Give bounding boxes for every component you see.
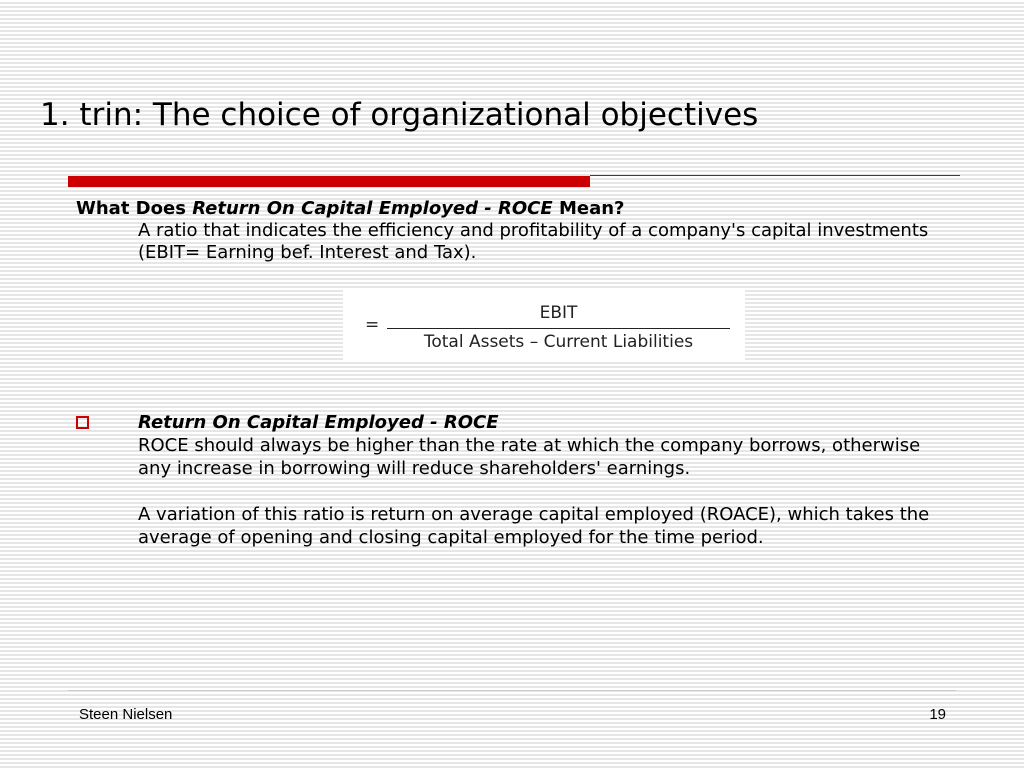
bullet-paragraph-2: A variation of this ratio is return on average capital employed (ROACE), which takes the average of opening and closing capital employed for the time period. (138, 504, 930, 548)
title-underline-thick (68, 176, 590, 187)
bullet-roce (138, 411, 938, 549)
definition-question (76, 198, 956, 220)
formula-fraction-bar (387, 328, 730, 329)
definition-block (76, 198, 956, 264)
formula-denominator: Total Assets – Current Liabilities (423, 332, 694, 352)
bullet-heading: Return On Capital Employed - ROCE (138, 412, 499, 433)
formula-equals-sign: = (365, 315, 380, 335)
hollow-square-bullet-icon (76, 416, 89, 429)
page-number: 19 (929, 706, 946, 723)
formula-numerator: EBIT (539, 303, 578, 323)
slide-title: 1. trin: The choice of organizational objectives (40, 97, 759, 133)
paragraph-spacer (138, 480, 938, 503)
footer-author: Steen Nielsen (79, 706, 173, 723)
title-underline-thin (590, 175, 960, 176)
footer-divider (68, 690, 956, 691)
bullet-paragraph-1: ROCE should always be higher than the rate at which the company borrows, otherwise any increase in borrowing will reduce shareholders' earnings. (138, 435, 921, 479)
question-prefix: What Does (76, 198, 193, 219)
question-suffix: Mean? (552, 198, 625, 219)
definition-answer: A ratio that indicates the efficiency and profitability of a company's capital investments (EBIT= Earning bef. Interest and Tax). (138, 220, 929, 263)
question-term: Return On Capital Employed - ROCE (192, 198, 553, 219)
roce-formula (343, 290, 745, 362)
